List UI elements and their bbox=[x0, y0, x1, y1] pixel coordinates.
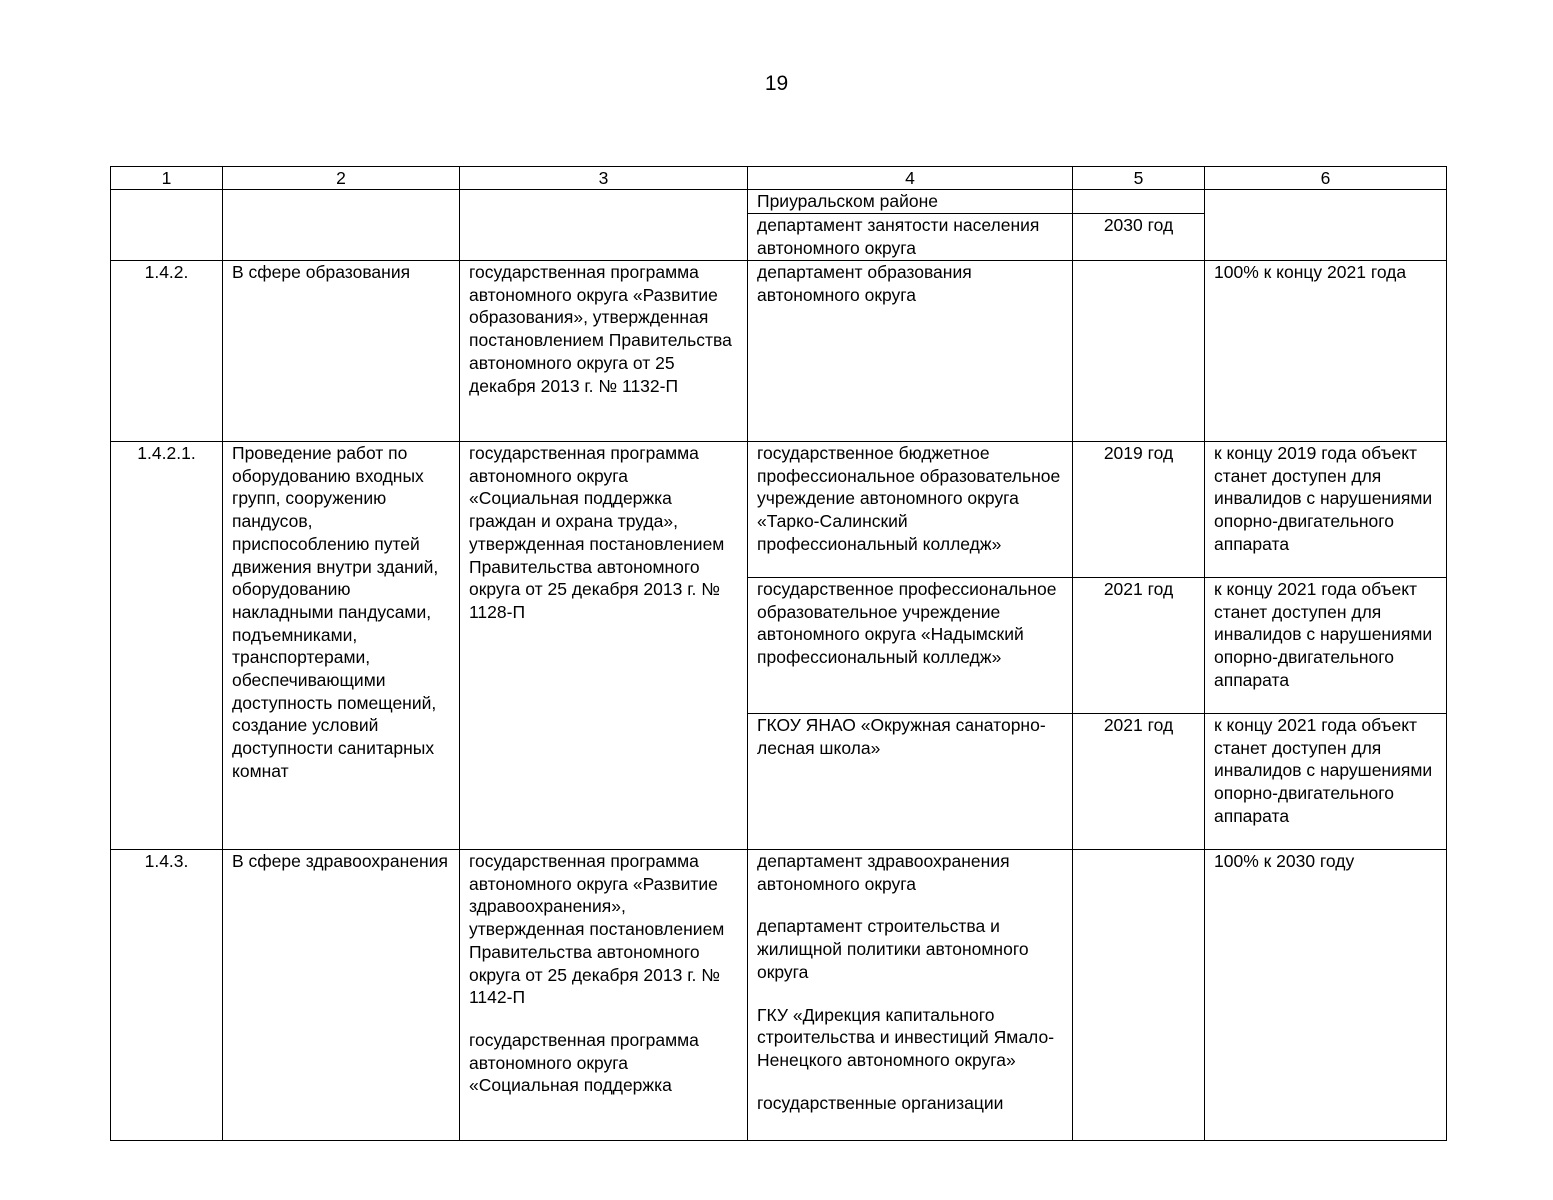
page-number: 19 bbox=[764, 72, 789, 95]
executor-cell: ГКОУ ЯНАО «Окружная санаторно-лесная школа» bbox=[748, 714, 1073, 850]
program-paragraph: государственная программа автономного округа «Развитие здравоохранения», утвержденная постановлением Правительства автономного округа от 25 декабря 2013 г. № 1142-П bbox=[469, 851, 725, 1008]
measures-table bbox=[110, 166, 1447, 1141]
executor-paragraph: государственные организации bbox=[757, 1092, 1004, 1113]
table-row bbox=[111, 261, 1447, 442]
executor-paragraph: департамент здравоохранения автономного округа bbox=[757, 851, 1010, 894]
program-cell: государственная программа автономного округа «Социальная поддержка граждан и охрана труда», утвержденная постановлением Правительства автономного округа от 25 декабря 2013 г. № 1128-П bbox=[460, 442, 748, 850]
number-cell bbox=[111, 190, 223, 261]
executor-paragraph: ГКУ «Дирекция капитального строительства и инвестиций Ямало-Ненецкого автономного округа» bbox=[757, 1004, 1055, 1070]
executor-cell: Приуральском районе bbox=[748, 190, 1073, 214]
table-row bbox=[111, 850, 1447, 1141]
header-row bbox=[111, 167, 1447, 190]
year-cell bbox=[1073, 190, 1205, 214]
program-cell bbox=[460, 190, 748, 261]
table-row bbox=[111, 190, 1447, 214]
year-cell: 2030 год bbox=[1073, 214, 1205, 261]
name-cell: В сфере образования bbox=[223, 261, 460, 442]
executor-cell: государственное профессиональное образовательное учреждение автономного округа «Надымский профессиональный колледж» bbox=[748, 578, 1073, 714]
number-cell: 1.4.2. bbox=[111, 261, 223, 442]
column-header-5: 5 bbox=[1073, 167, 1205, 190]
column-header-4: 4 bbox=[748, 167, 1073, 190]
result-cell: 100% к 2030 году bbox=[1205, 850, 1447, 1141]
year-cell: 2021 год bbox=[1073, 578, 1205, 714]
program-cell bbox=[460, 850, 748, 1141]
result-cell: к концу 2021 года объект станет доступен для инвалидов с нарушениями опорно-двигательного аппарата bbox=[1205, 714, 1447, 850]
year-cell bbox=[1073, 850, 1205, 1141]
year-cell: 2019 год bbox=[1073, 442, 1205, 578]
executor-cell: департамент образования автономного округа bbox=[748, 261, 1073, 442]
executor-cell bbox=[748, 850, 1073, 1141]
number-cell: 1.4.2.1. bbox=[111, 442, 223, 850]
number-cell: 1.4.3. bbox=[111, 850, 223, 1141]
executor-paragraph: департамент строительства и жилищной политики автономного округа bbox=[757, 916, 1029, 982]
result-cell: к концу 2019 года объект станет доступен для инвалидов с нарушениями опорно-двигательного аппарата bbox=[1205, 442, 1447, 578]
year-cell bbox=[1073, 261, 1205, 442]
column-header-1: 1 bbox=[111, 167, 223, 190]
column-header-6: 6 bbox=[1205, 167, 1447, 190]
year-cell: 2021 год bbox=[1073, 714, 1205, 850]
name-cell bbox=[223, 190, 460, 261]
program-paragraph: государственная программа автономного округа «Социальная поддержка bbox=[469, 1029, 699, 1096]
result-cell: 100% к концу 2021 года bbox=[1205, 261, 1447, 442]
name-cell: Проведение работ по оборудованию входных групп, сооружению пандусов, приспособлению путей движения внутри зданий, оборудованию накладными пандусами, подъемниками, транспортерами, обеспечивающими доступность помещений, создание условий доступности санитарных комнат bbox=[223, 442, 460, 850]
name-cell: В сфере здравоохранения bbox=[223, 850, 460, 1141]
executor-cell: департамент занятости населения автономного округа bbox=[748, 214, 1073, 261]
executor-cell: государственное бюджетное профессиональное образовательное учреждение автономного округа «Тарко-Салинский профессиональный колледж» bbox=[748, 442, 1073, 578]
table-row bbox=[111, 442, 1447, 578]
column-header-3: 3 bbox=[460, 167, 748, 190]
result-cell bbox=[1205, 190, 1447, 261]
result-cell: к концу 2021 года объект станет доступен для инвалидов с нарушениями опорно-двигательного аппарата bbox=[1205, 578, 1447, 714]
program-cell: государственная программа автономного округа «Развитие образования», утвержденная постановлением Правительства автономного округа от 25 декабря 2013 г. № 1132-П bbox=[460, 261, 748, 442]
column-header-2: 2 bbox=[223, 167, 460, 190]
